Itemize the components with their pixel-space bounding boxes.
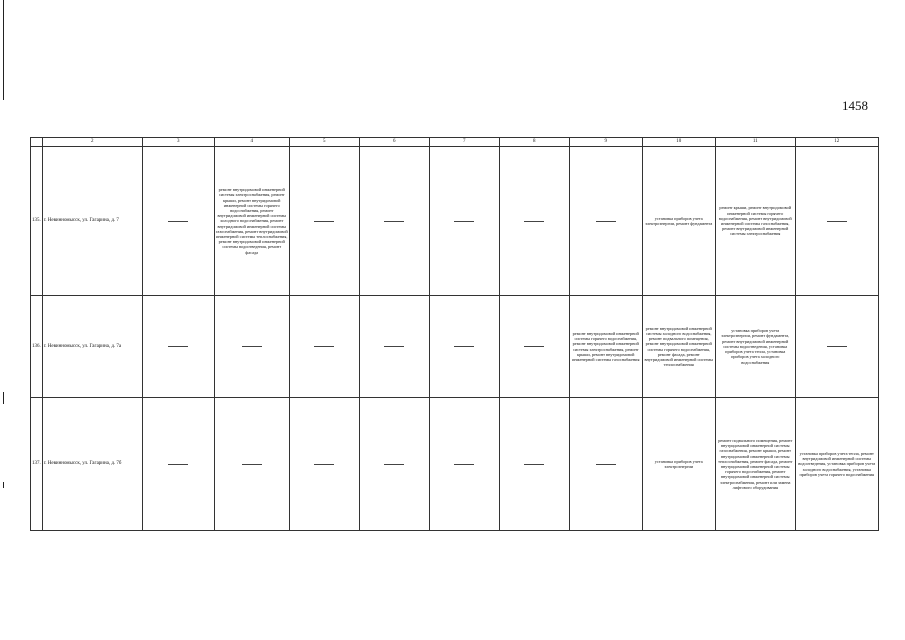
header-cell: 2 [42, 138, 142, 147]
dash-mark [384, 464, 404, 465]
header-cell: 5 [289, 138, 359, 147]
address-cell: г. Невинномысск, ул. Гагарина, д. 7 [42, 147, 142, 296]
works-cell: установка приборов учета электроэнергии, ремонт фундамента, ремонт внутридомовой инженерной системы водоотведения, установка приборов учета тепла, установка приборов учета холодного водоснабжения [715, 296, 795, 398]
header-cell: 6 [359, 138, 429, 147]
works-cell: установка приборов учета электроэнергии [642, 398, 715, 531]
address-cell: г. Невинномысск, ул. Гагарина, д. 7а [42, 296, 142, 398]
dash-mark [314, 346, 334, 347]
empty-dash-cell [499, 398, 569, 531]
row-number: 137. [31, 398, 43, 531]
works-cell: ремонт подвального помещения, ремонт внутридомовой инженерной системы газоснабжения, ремонт крыши, ремонт внутридомовой инженерной системы теплоснабжения, ремонт фасада, ремонт внутридомовой инженерной системы горячего водоснабжения, ремонт внутридомовой инженерной системы электроснабжения, ремонт или замена лифтового оборудования [715, 398, 795, 531]
header-cell: 8 [499, 138, 569, 147]
works-cell: ремонт внутридомовой инженерной системы холодного водоснабжения, ремонт подвального помещения, ремонт внутридомовой инженерной системы горячего водоснабжения, ремонт фасада, ремонт внутридомовой инженерной системы теплоснабжения [642, 296, 715, 398]
capital-repair-table [30, 137, 879, 531]
works-cell: ремонт внутридомовой инженерной системы электроснабжения, ремонт крыши, ремонт внутридомовой инженерной системы горячего водоснабжения, ремонт внутридомовой инженерной системы холодного водоснабжения, ремонт внутридомовой инженерной системы газоснабжения, ремонт внутридомовой инженерной системы теплоснабжения, ремонт внутридомовой инженерной системы водоотведения, ремонт фасада [214, 147, 289, 296]
works-cell: ремонт крыши, ремонт внутридомовой инженерной системы горячего водоснабжения, ремонт внутридомовой инженерной системы газоснабжения, ремонт внутридомовой инженерной системы электроснабжения [715, 147, 795, 296]
empty-dash-cell [359, 398, 429, 531]
empty-dash-cell [429, 147, 499, 296]
dash-mark [596, 221, 616, 222]
dash-mark [454, 464, 474, 465]
works-cell: установка приборов учета электроэнергии, ремонт фундамента [642, 147, 715, 296]
binder-mark [3, 392, 4, 404]
empty-dash-cell [429, 398, 499, 531]
empty-dash-cell [289, 398, 359, 531]
dash-mark [454, 346, 474, 347]
empty-dash-cell [289, 296, 359, 398]
address-cell: г. Невинномысск, ул. Гагарина, д. 7б [42, 398, 142, 531]
empty-dash-cell [214, 296, 289, 398]
empty-dash-cell [142, 398, 214, 531]
dash-mark [596, 464, 616, 465]
empty-dash-cell [429, 296, 499, 398]
dash-mark [454, 221, 474, 222]
dash-mark [524, 464, 544, 465]
dash-mark [314, 221, 334, 222]
header-cell: 12 [795, 138, 878, 147]
empty-dash-cell [289, 147, 359, 296]
dash-mark [314, 464, 334, 465]
empty-dash-cell [499, 147, 569, 296]
dash-mark [827, 221, 847, 222]
empty-dash-cell [499, 296, 569, 398]
table-row [31, 296, 879, 398]
dash-mark [524, 346, 544, 347]
header-cell: 9 [569, 138, 642, 147]
empty-dash-cell [569, 147, 642, 296]
empty-dash-cell [359, 296, 429, 398]
dash-mark [384, 221, 404, 222]
table-row [31, 147, 879, 296]
header-cell: 7 [429, 138, 499, 147]
dash-mark [242, 346, 262, 347]
dash-mark [168, 221, 188, 222]
table-row [31, 398, 879, 531]
empty-dash-cell [142, 296, 214, 398]
works-cell: установка приборов учета тепла, ремонт внутридомовой инженерной системы водоотведения, установка приборов учета холодного водоснабжения, установка приборов учета горячего водоснабжения [795, 398, 878, 531]
dash-mark [168, 346, 188, 347]
header-cell: 3 [142, 138, 214, 147]
empty-dash-cell [795, 296, 878, 398]
dash-mark [384, 346, 404, 347]
dash-mark [242, 464, 262, 465]
binder-mark [3, 482, 4, 488]
header-cell: 11 [715, 138, 795, 147]
header-cell: 4 [214, 138, 289, 147]
dash-mark [168, 464, 188, 465]
header-row [31, 138, 879, 147]
binder-line-top [3, 0, 4, 100]
page-number: 1458 [842, 98, 868, 113]
header-cell [31, 138, 43, 147]
header-cell: 10 [642, 138, 715, 147]
empty-dash-cell [795, 147, 878, 296]
row-number: 135. [31, 147, 43, 296]
row-number: 136. [31, 296, 43, 398]
dash-mark [524, 221, 544, 222]
dash-mark [827, 346, 847, 347]
empty-dash-cell [569, 398, 642, 531]
empty-dash-cell [214, 398, 289, 531]
works-cell: ремонт внутридомовой инженерной системы горячего водоснабжения, ремонт внутридомовой инженерной системы электроснабжения, ремонт крыши, ремонт внутридомовой инженерной системы газоснабжения [569, 296, 642, 398]
empty-dash-cell [359, 147, 429, 296]
empty-dash-cell [142, 147, 214, 296]
